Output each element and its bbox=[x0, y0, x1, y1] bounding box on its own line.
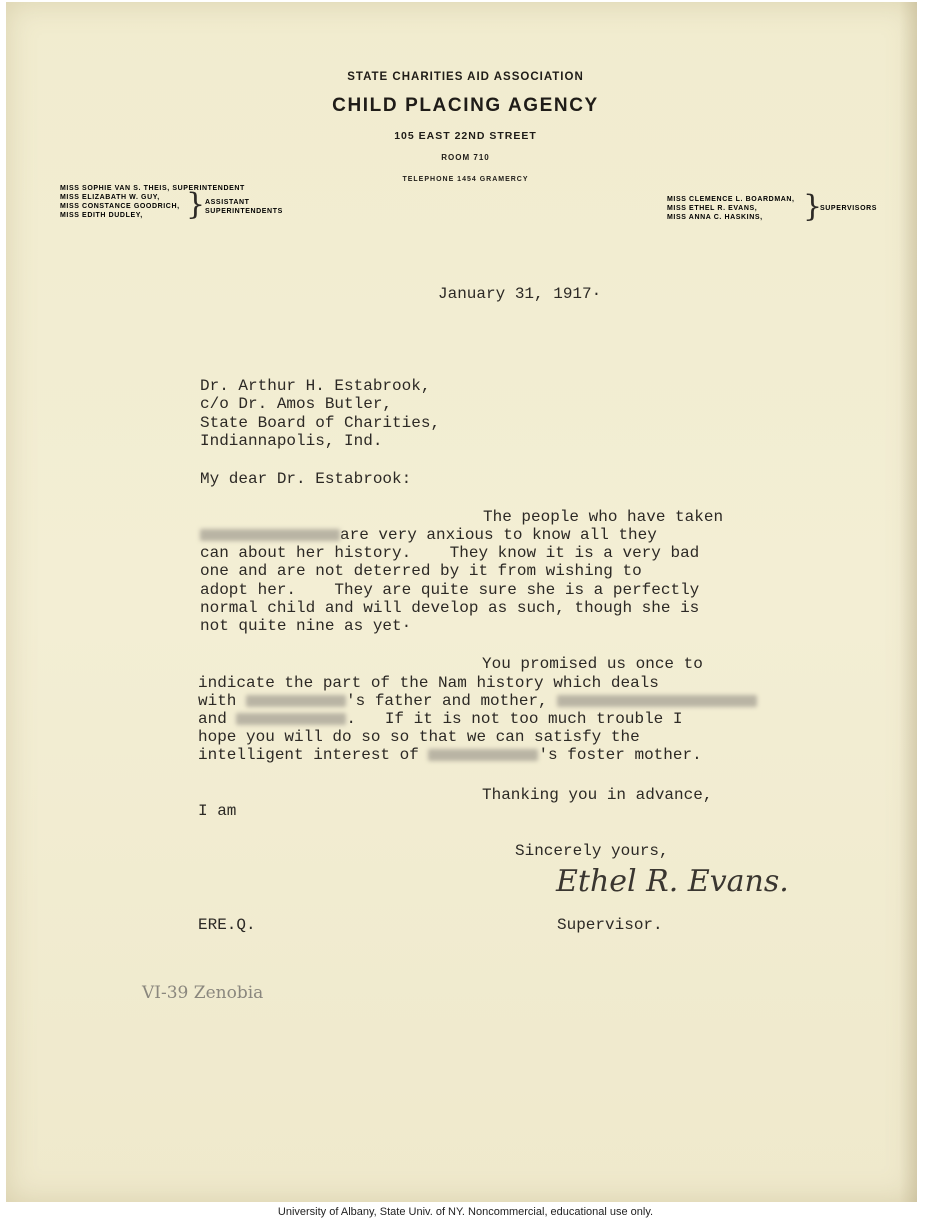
staff-member: MISS EDITH DUDLEY, bbox=[60, 212, 143, 219]
paragraph-line: not quite nine as yet· bbox=[200, 617, 412, 636]
paragraph2-line1: You promised us once to bbox=[482, 655, 703, 673]
paragraph2-line5: hope you will do so so that we can satisfy the bbox=[198, 728, 640, 746]
paragraph1-body bbox=[200, 544, 699, 635]
superintendents-label: SUPERINTENDENTS bbox=[205, 208, 283, 215]
recipient-address bbox=[200, 377, 440, 450]
paragraph-line: normal child and will develop as such, though she is bbox=[200, 598, 700, 617]
closing: Sincerely yours, bbox=[515, 842, 669, 860]
footer-credit: University of Albany, State Univ. of NY. Noncommercial, educational use only. bbox=[277, 1206, 654, 1218]
room-number: ROOM 710 bbox=[441, 153, 490, 162]
address-line: State Board of Charities, bbox=[200, 413, 441, 432]
paragraph2-line6: intelligent interest of 's foster mother. bbox=[198, 746, 702, 764]
staff-member: MISS CONSTANCE GOODRICH, bbox=[60, 203, 180, 210]
staff-member: MISS CLEMENCE L. BOARDMAN, bbox=[667, 196, 795, 203]
agency-name: CHILD PLACING AGENCY bbox=[332, 95, 599, 116]
assistant-label: ASSISTANT bbox=[205, 199, 250, 206]
address-line: c/o Dr. Amos Butler, bbox=[200, 395, 393, 414]
address-line: Indiannapolis, Ind. bbox=[200, 431, 383, 450]
org-name: STATE CHARITIES AID ASSOCIATION bbox=[347, 71, 584, 83]
paragraph2-line3: with 's father and mother, bbox=[198, 692, 757, 710]
paragraph-line: adopt her. They are quite sure she is a perfectly bbox=[200, 580, 700, 599]
supervisors-label: SUPERVISORS bbox=[820, 205, 878, 212]
telephone: TELEPHONE 1454 GRAMERCY bbox=[402, 176, 529, 183]
letter-date: January 31, 1917· bbox=[438, 285, 602, 303]
i-am-line: I am bbox=[198, 802, 237, 820]
redacted-name bbox=[236, 713, 346, 725]
address-line: Dr. Arthur H. Estabrook, bbox=[200, 377, 431, 395]
staff-member: MISS ELIZABATH W. GUY, bbox=[60, 194, 160, 201]
signature: Ethel R. Evans. bbox=[556, 864, 789, 899]
paragraph1-line1: The people who have taken bbox=[483, 508, 724, 526]
signer-title: Supervisor. bbox=[557, 916, 663, 934]
staff-right bbox=[667, 195, 795, 222]
thanks-line: Thanking you in advance, bbox=[482, 786, 713, 804]
paragraph-line: one and are not deterred by it from wishing to bbox=[200, 562, 642, 581]
brace-right: } bbox=[803, 189, 823, 224]
pencil-annotation: VI-39 Zenobia bbox=[142, 983, 264, 1003]
staff-superintendent: MISS SOPHIE VAN S. THEIS, SUPERINTENDENT bbox=[60, 185, 245, 192]
paragraph2-line2: indicate the part of the Nam history which deals bbox=[198, 674, 659, 692]
initials: ERE.Q. bbox=[198, 916, 256, 934]
staff-member: MISS ANNA C. HASKINS, bbox=[667, 214, 763, 221]
street-address: 105 EAST 22ND STREET bbox=[394, 130, 537, 142]
redacted-name bbox=[428, 749, 538, 761]
brace-left: } bbox=[186, 187, 206, 222]
paragraph1-line2: are very anxious to know all they bbox=[200, 526, 657, 544]
staff-member: MISS ETHEL R. EVANS, bbox=[667, 205, 758, 212]
redacted-name bbox=[557, 695, 757, 707]
redacted-name bbox=[246, 695, 346, 707]
redacted-name bbox=[200, 529, 340, 541]
salutation: My dear Dr. Estabrook: bbox=[200, 470, 412, 488]
paragraph-line: can about her history. They know it is a very bad bbox=[200, 544, 700, 562]
paragraph2-line4: and . If it is not too much trouble I bbox=[198, 710, 683, 728]
